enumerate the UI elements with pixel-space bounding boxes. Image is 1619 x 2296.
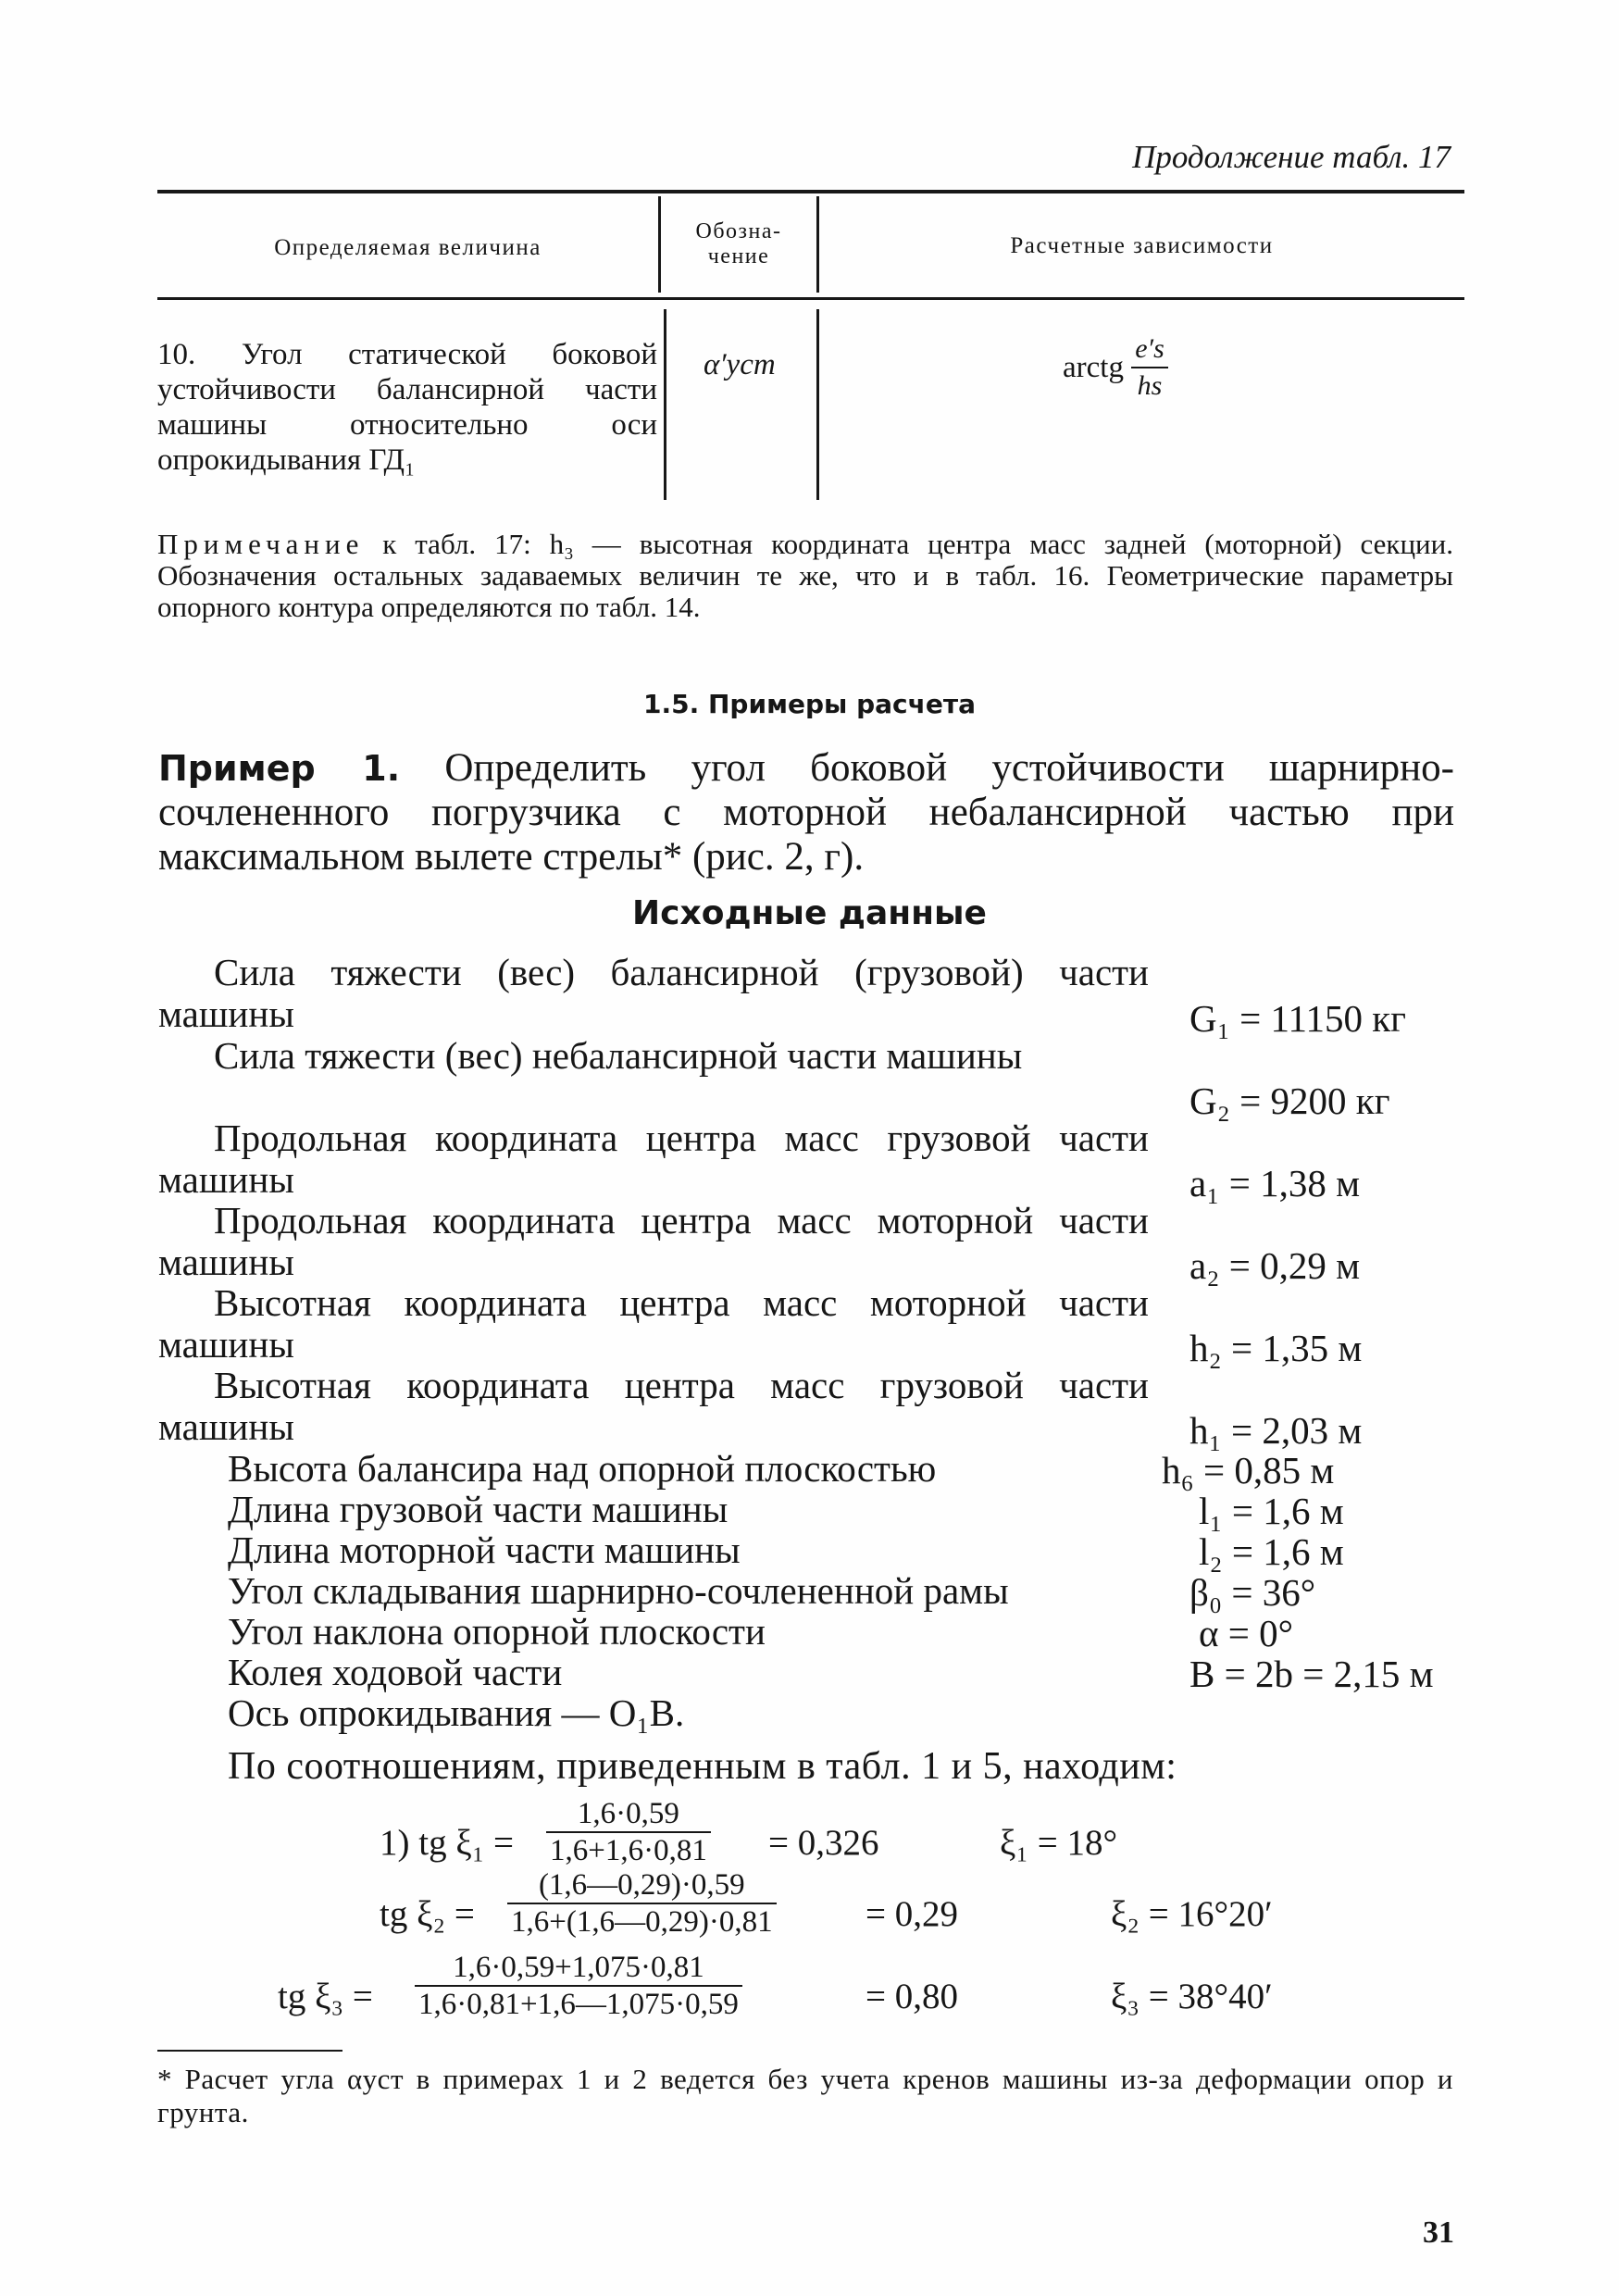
data-row-label: Сила тяжести (вес) балансирной (грузовой) части машины	[158, 951, 1149, 1035]
formula-1-fraction	[546, 1796, 711, 1868]
formula-1-result: ξ₁ = 18°	[1000, 1823, 1118, 1863]
formula-fraction	[1131, 331, 1168, 404]
data-row-label: Длина грузовой части машины	[228, 1488, 729, 1530]
formula-denominator: hs	[1137, 370, 1163, 401]
formula-3-fraction	[415, 1950, 742, 2022]
data-row-label: Высотная координата центра масс моторной части машины	[158, 1281, 1149, 1366]
table-header-symbol-text: Обозна- чение	[695, 219, 782, 268]
data-row-value: a₂ = 0,29 м	[1189, 1244, 1361, 1287]
footnote-rule	[157, 2050, 342, 2052]
data-row-label: Угол складывания шарнирно-сочлененной рамы	[228, 1569, 1009, 1612]
intro-line: По соотношениям, приведенным в табл. 1 и 5, находим:	[228, 1745, 1177, 1788]
formula-2-numerator: (1,6—0,29)·0,59	[507, 1867, 777, 1904]
formula-3-lhs: tg ξ₃ =	[278, 1977, 373, 2016]
data-row-label: Длина моторной части машины	[228, 1529, 741, 1571]
formula-1-numerator: 1,6·0,59	[546, 1796, 711, 1833]
col-divider-1-body	[664, 309, 666, 500]
note-text: к табл. 17: h₃ — высотная координата центра масс задней (моторной) секции. Обозначения остальных задаваемых величин те же, что и в табл. 16. Геометрические параметры опорного контура определяются по табл. 14.	[157, 528, 1453, 623]
formula-3-result: ξ₃ = 38°40′	[1111, 1977, 1273, 2016]
table-top-rule	[157, 190, 1464, 193]
data-row-value: B = 2b = 2,15 м	[1189, 1653, 1434, 1695]
example-paragraph	[158, 746, 1454, 880]
formula-2-denominator: 1,6+(1,6—0,29)·0,81	[511, 1905, 773, 1939]
subtitle: Исходные данные	[632, 894, 987, 932]
data-row-label: Продольная координата центра масс моторной части машины	[158, 1199, 1149, 1283]
data-row-value: h₁ = 2,03 м	[1189, 1409, 1363, 1452]
data-row-value: h₂ = 1,35 м	[1189, 1327, 1363, 1369]
formula-1-lhs: 1) tg ξ₁ =	[380, 1823, 515, 1863]
formula-3-denominator: 1,6·0,81+1,6—1,075·0,59	[418, 1988, 739, 2021]
formula-3-numerator: 1,6·0,59+1,075·0,81	[415, 1950, 742, 1987]
formula-2-result: ξ₂ = 16°20′	[1111, 1894, 1273, 1934]
data-row-value: G₂ = 9200 кг	[1189, 1079, 1390, 1122]
col-divider-2-body	[816, 309, 819, 500]
formula-2-value: = 0,29	[866, 1894, 958, 1934]
row-symbol: α′уст	[704, 348, 776, 381]
formula-1-denominator: 1,6+1,6·0,81	[550, 1834, 707, 1867]
data-row-label: Высотная координата центра масс грузовой части машины	[158, 1364, 1149, 1448]
note-heading: Примечание	[157, 528, 365, 560]
table-header-formula: Расчетные зависимости	[1010, 233, 1274, 258]
data-row-label: Угол наклона опорной плоскости	[228, 1610, 766, 1653]
example-text: Определить угол боковой устойчивости шарнирно-сочлененного погрузчика с моторной небалансирной частью при максимальном вылете стрелы* (рис. 2, г).	[158, 746, 1454, 879]
data-row-value: G₁ = 11150 кг	[1189, 997, 1406, 1040]
data-row-value: h₆ = 0,85 м	[1162, 1449, 1335, 1491]
row-quantity: 10. Угол статической боковой устойчивости балансирной части машины относительно оси опрокидывания ГД₁	[157, 338, 657, 477]
table-header-quantity: Определяемая величина	[274, 235, 542, 260]
formula-2-fraction	[507, 1867, 777, 1940]
formula-numerator: e′s	[1131, 331, 1168, 368]
table-header-symbol	[661, 219, 816, 269]
continuation-label: Продолжение табл. 17	[1132, 139, 1451, 175]
table-header-rule	[157, 297, 1464, 300]
data-row-value: l₂ = 1,6 м	[1199, 1530, 1344, 1573]
table-note	[157, 529, 1453, 623]
data-row-value: β₀ = 36°	[1189, 1571, 1316, 1614]
formula-3-value: = 0,80	[866, 1977, 958, 2016]
page-number: 31	[1423, 2215, 1454, 2250]
row-formula	[1063, 331, 1248, 404]
formula-function: arctg	[1063, 351, 1124, 384]
footnote: * Расчет угла αуст в примерах 1 и 2 ведется без учета кренов машины из-за деформации опор и грунта.	[157, 2063, 1453, 2128]
data-row-label: Высота балансира над опорной плоскостью	[228, 1447, 937, 1490]
data-row-label: Ось опрокидывания — O₁B.	[228, 1691, 685, 1734]
data-row-value: l₁ = 1,6 м	[1199, 1490, 1344, 1532]
data-row-label: Продольная координата центра масс грузовой части машины	[158, 1117, 1149, 1201]
data-row-label: Колея ходовой части	[228, 1651, 563, 1693]
example-label: Пример 1.	[158, 748, 401, 789]
data-row-value: α = 0°	[1199, 1612, 1293, 1654]
section-title: 1.5. Примеры расчета	[643, 689, 976, 719]
data-row-value: a₁ = 1,38 м	[1189, 1162, 1361, 1204]
formula-2-lhs: tg ξ₂ =	[380, 1894, 475, 1934]
formula-1-value: = 0,326	[768, 1823, 879, 1863]
data-row-label: Сила тяжести (вес) небалансирной части машины	[214, 1034, 1023, 1077]
